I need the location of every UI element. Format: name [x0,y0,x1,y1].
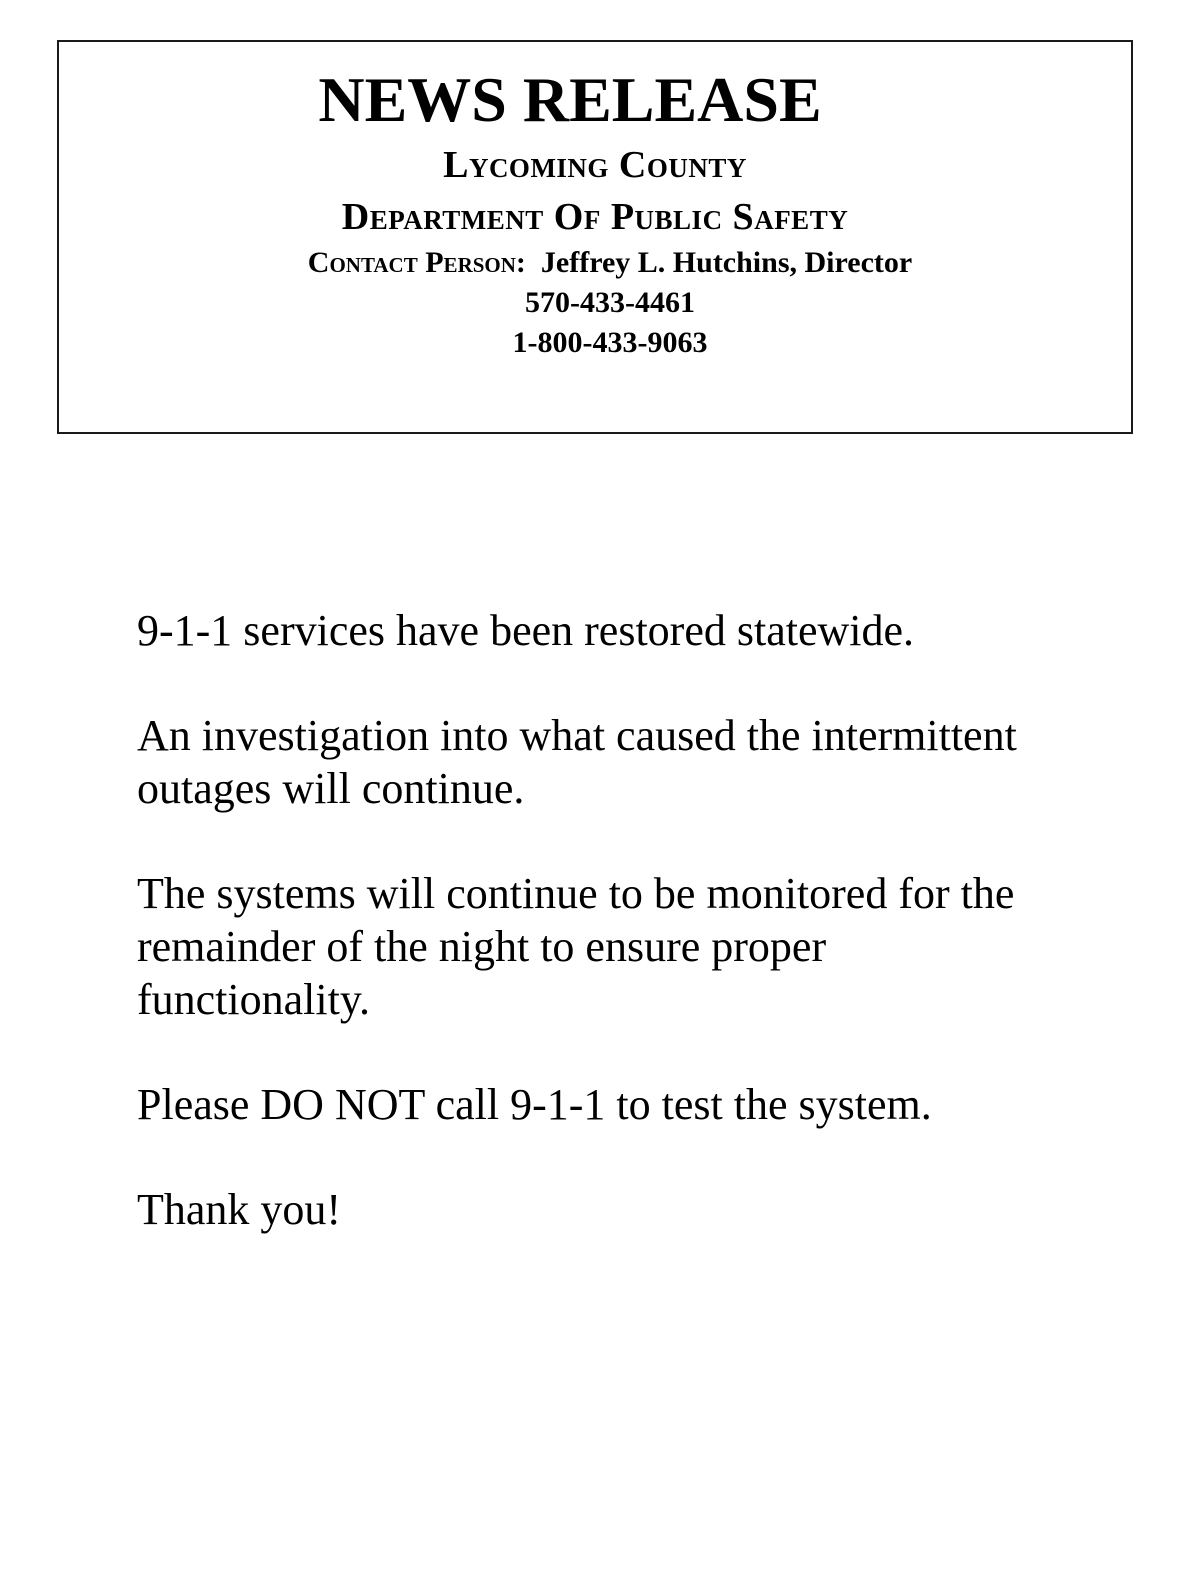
phone-local: 570-433-4461 [525,286,695,319]
paragraph-thank-you: Thank you! [137,1185,342,1234]
contact-label: Contact Person: [307,246,526,279]
department-name: Department Of Public Safety [341,196,849,238]
page-title: NEWS RELEASE [318,64,822,135]
contact-line [59,248,1131,278]
phone-tollfree: 1-800-433-9063 [512,326,708,359]
paragraph-monitoring: The systems will continue to be monitored for the remainder of the night to ensure proper functionality. [137,869,1015,1024]
contact-name: Jeffrey L. Hutchins, Director [540,246,913,279]
release-body [137,604,1037,1288]
news-release-header [57,40,1133,434]
paragraph-restored: 9-1-1 services have been restored statewide. [137,606,915,655]
paragraph-do-not-call: Please DO NOT call 9-1-1 to test the system. [137,1080,932,1129]
county-name: Lycoming County [443,144,747,186]
paragraph-investigation: An investigation into what caused the intermittent outages will continue. [137,711,1017,813]
